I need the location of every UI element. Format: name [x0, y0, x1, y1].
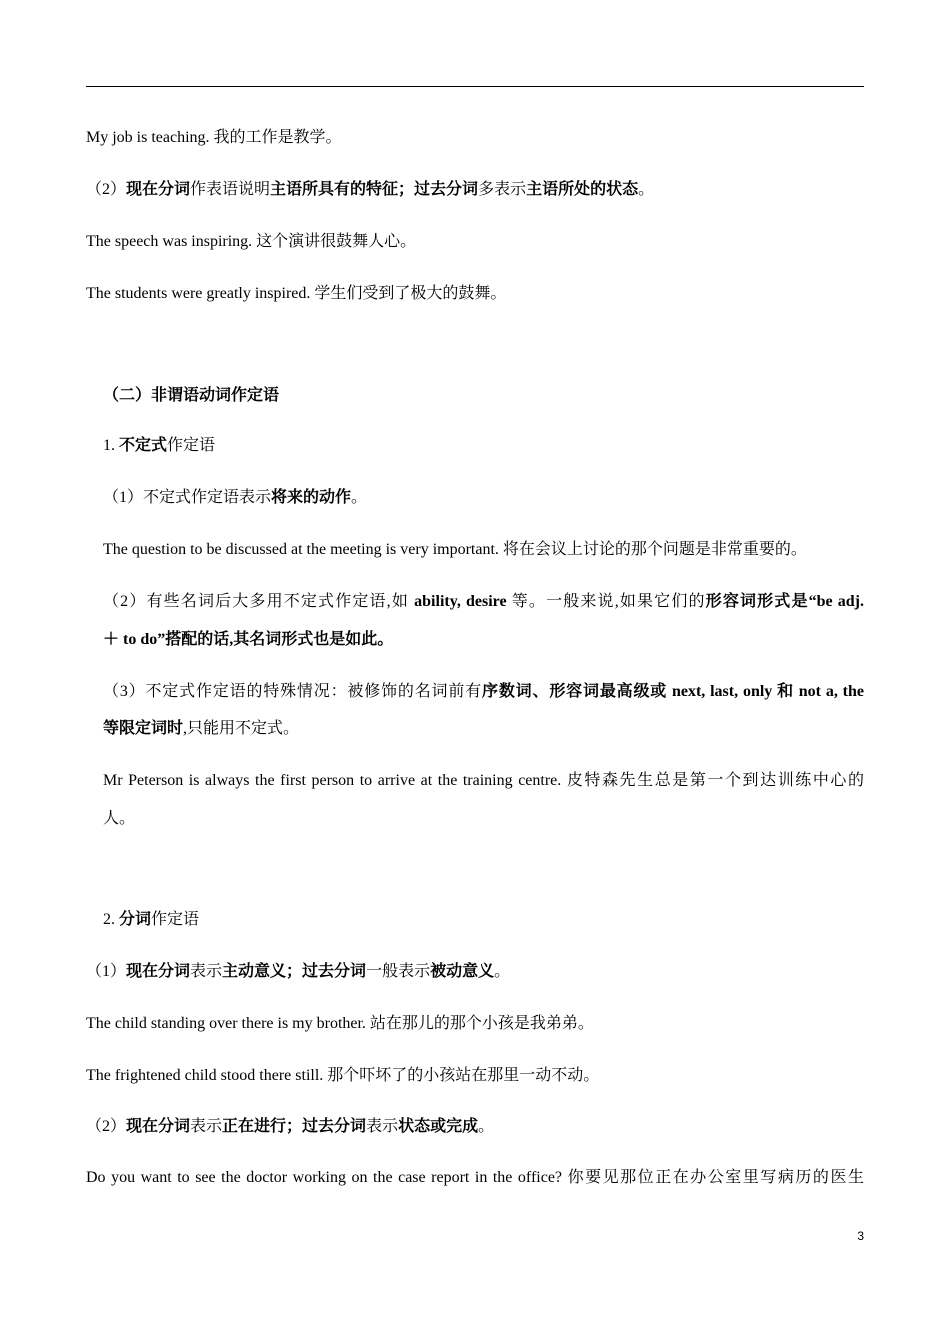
- plain-text: （1）: [86, 963, 127, 980]
- bold-text: ability, desire: [414, 593, 507, 610]
- plain-text: 。: [638, 181, 655, 198]
- plain-text: The frightened child stood there still. 那个吓坏了的小孩站在那里一动不动。: [86, 1067, 600, 1084]
- plain-text: 作定语: [167, 437, 216, 454]
- section-heading: [103, 386, 279, 406]
- bold-text: （二）非谓语动词作定语: [103, 387, 280, 404]
- bold-text: 现在分词: [126, 963, 191, 980]
- text-line: [103, 488, 367, 508]
- page-number: 3: [857, 1229, 864, 1243]
- text-line: [86, 1014, 594, 1034]
- bold-text: 分词: [119, 911, 152, 928]
- plain-text: 2.: [103, 911, 119, 928]
- bold-text: 不定式: [119, 437, 168, 454]
- text-line: [103, 719, 299, 739]
- plain-text: （3）不定式作定语的特殊情况：被修饰的名词前有: [103, 683, 483, 700]
- bold-text: 现在分词: [126, 1118, 191, 1135]
- bold-text: 状态或完成: [398, 1118, 479, 1135]
- bold-text: 序数词、形容词最高级或 next, last, only 和 not a, the: [482, 683, 864, 700]
- plain-text: （2）: [86, 181, 127, 198]
- plain-text: （2）: [86, 1118, 127, 1135]
- header-rule: [86, 86, 864, 87]
- bold-text: 等限定词时: [103, 720, 184, 737]
- text-line: [86, 232, 416, 252]
- bold-text: 将来的动作: [271, 489, 352, 506]
- plain-text: 。: [494, 963, 511, 980]
- plain-text: 等。一般来说,如果它们的: [506, 593, 706, 610]
- text-line: [86, 1117, 494, 1137]
- subsection-heading: [103, 436, 215, 456]
- plain-text: The speech was inspiring. 这个演讲很鼓舞人心。: [86, 233, 417, 250]
- plain-text: 作表语说明: [190, 181, 271, 198]
- text-line: [86, 180, 654, 200]
- plain-text: Do you want to see the doctor working on the case report in the office? 你要见那位正在办公室里写病历的医生: [86, 1169, 864, 1186]
- plain-text: 表示: [190, 1118, 223, 1135]
- plain-text: （1）不定式作定语表示: [103, 489, 272, 506]
- text-line: [86, 284, 506, 304]
- bold-text: 主语所处的状态: [526, 181, 639, 198]
- plain-text: 表示: [366, 1118, 399, 1135]
- plain-text: The child standing over there is my brother. 站在那儿的那个小孩是我弟弟。: [86, 1015, 594, 1032]
- text-line: [86, 128, 342, 148]
- plain-text: 。: [351, 489, 368, 506]
- text-line: [103, 809, 135, 829]
- plain-text: My job is teaching. 我的工作是教学。: [86, 129, 342, 146]
- text-line: [103, 682, 864, 702]
- bold-text: ＋ to do”搭配的话,其名词形式也是如此。: [103, 631, 394, 648]
- plain-text: The question to be discussed at the meeting is very important. 将在会议上讨论的那个问题是非常重要的。: [103, 541, 807, 558]
- text-line: [86, 1168, 864, 1188]
- plain-text: Mr Peterson is always the first person to arrive at the training centre. 皮特森先生总是第一个到达训练中心的: [103, 772, 864, 789]
- text-line: [103, 592, 864, 612]
- plain-text: 1.: [103, 437, 119, 454]
- text-line: [86, 962, 510, 982]
- plain-text: 表示: [190, 963, 223, 980]
- bold-text: 主动意义；过去分词: [222, 963, 367, 980]
- text-line: [103, 540, 807, 560]
- text-line: [103, 630, 393, 650]
- bold-text: 形容词形式是“be adj.: [705, 593, 864, 610]
- text-line: [86, 1066, 599, 1086]
- plain-text: 人。: [103, 810, 136, 827]
- plain-text: （2）有些名词后大多用不定式作定语,如: [103, 593, 415, 610]
- subsection-heading: [103, 910, 199, 930]
- plain-text: 作定语: [151, 911, 200, 928]
- plain-text: 。: [478, 1118, 495, 1135]
- plain-text: 一般表示: [366, 963, 431, 980]
- bold-text: 正在进行；过去分词: [222, 1118, 367, 1135]
- plain-text: 多表示: [478, 181, 527, 198]
- plain-text: The students were greatly inspired. 学生们受到了极大的鼓舞。: [86, 285, 507, 302]
- bold-text: 主语所具有的特征；过去分词: [270, 181, 479, 198]
- text-line: [103, 771, 864, 791]
- bold-text: 被动意义: [430, 963, 495, 980]
- bold-text: 现在分词: [126, 181, 191, 198]
- plain-text: ,只能用不定式。: [183, 720, 300, 737]
